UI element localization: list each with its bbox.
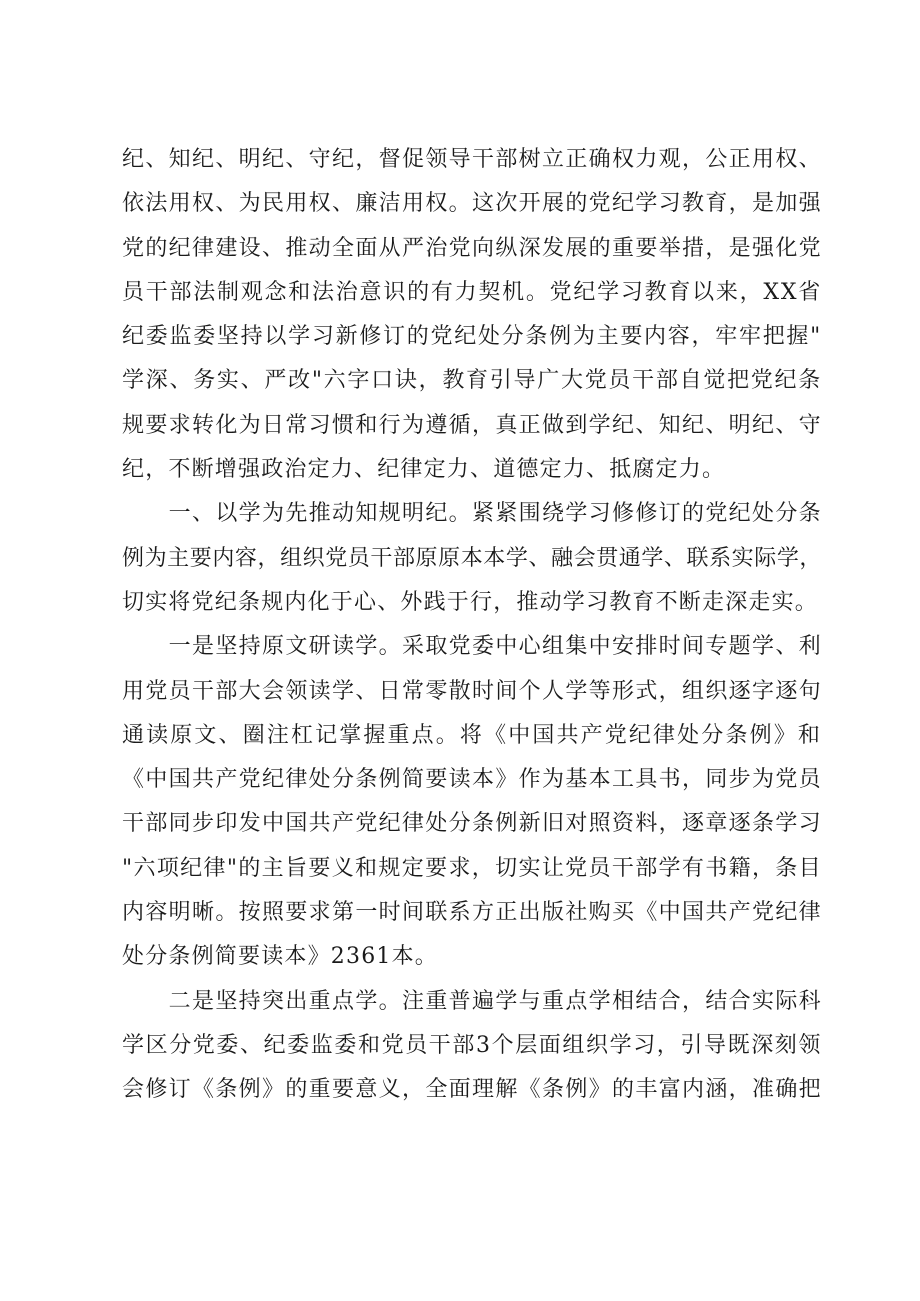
text-line: 《中国共产党纪律处分条例简要读本》作为基本工具书，同步为党员 [122,767,822,793]
document-body [122,138,822,1113]
text-line: 二是坚持突出重点学。注重普遍学与重点学相结合，结合实际科 [122,988,822,1014]
text-line: 处分条例简要读本》2361本。 [122,944,438,970]
text-line: 一是坚持原文研读学。采取党委中心组集中安排时间专题学、利 [122,634,822,660]
text-line: 会修订《条例》的重要意义，全面理解《条例》的丰富内涵，准确把 [122,1077,822,1103]
text-line: 纪、知纪、明纪、守纪，督促领导干部树立正确权力观，公正用权、 [122,147,822,172]
paragraph-point-one [122,625,822,979]
text-line: 规要求转化为日常习惯和行为遵循，真正做到学纪、知纪、明纪、守 [122,412,822,438]
text-line: 学区分党委、纪委监委和党员干部3个层面组织学习，引导既深刻领 [122,1032,822,1058]
text-line: 干部同步印发中国共产党纪律处分条例新旧对照资料，逐章逐条学习 [122,811,822,837]
paragraph-section-one [122,492,822,625]
text-line: 党的纪律建设、推动全面从严治党向纵深发展的重要举措，是强化党 [122,235,822,261]
text-line: 纪委监委坚持以学习新修订的党纪处分条例为主要内容，牢牢把握" [122,324,822,350]
text-line: 切实将党纪条规内化于心、外践于行，推动学习教育不断走深走实。 [122,589,819,615]
text-line: "六项纪律"的主旨要义和规定要求，切实让党员干部学有书籍，条目 [122,855,822,881]
text-line: 用党员干部大会领读学、日常零散时间个人学等形式，组织逐字逐句 [122,678,822,704]
text-line: 通读原文、圈注杠记掌握重点。将《中国共产党纪律处分条例》和 [122,722,822,748]
text-line: 学深、务实、严改"六字口诀，教育引导广大党员干部自觉把党纪条 [122,368,822,394]
text-line: 纪，不断增强政治定力、纪律定力、道德定力、抵腐定力。 [122,457,726,483]
paragraph-point-two [122,980,822,1113]
text-line: 内容明晰。按照要求第一时间联系方正出版社购买《中国共产党纪律 [122,900,822,926]
text-line: 员干部法制观念和法治意识的有力契机。党纪学习教育以来，XX省 [122,279,822,305]
paragraph-intro [122,138,822,492]
text-line: 例为主要内容，组织党员干部原原本本学、融会贯通学、联系实际学， [122,545,822,571]
text-line: 依法用权、为民用权、廉洁用权。这次开展的党纪学习教育，是加强 [122,191,822,217]
text-line: 一、以学为先推动知规明纪。紧紧围绕学习修修订的党纪处分条 [122,501,822,527]
